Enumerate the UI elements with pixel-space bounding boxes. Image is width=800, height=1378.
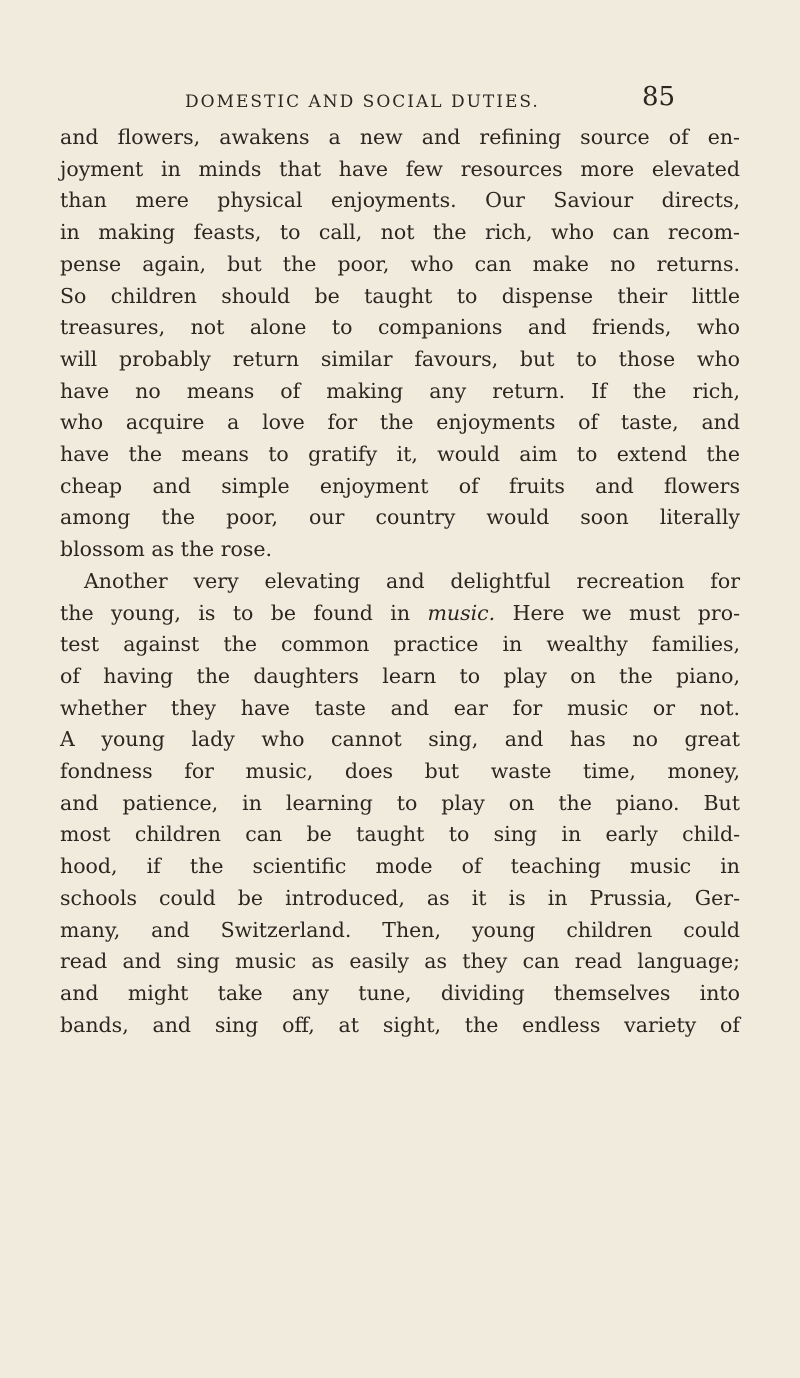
text-line: and flowers, awakens a new and refining source of en- [60,125,740,149]
text-line: joyment in minds that have few resources more elevated [60,156,740,181]
text-line: A young lady who cannot sing, and has no great [60,727,740,752]
text-line: many, and Switzerland. Then, young children could [60,917,740,942]
text-line: blossom as the rose. [60,537,273,562]
text-line: cheap and simple enjoyment of fruits and flowers [60,473,740,498]
text-line: and might take any tune, dividing themselves into [60,980,740,1005]
text-line: hood, if the scientific mode of teaching music in [60,854,740,879]
text-line [60,598,740,630]
emphasis-music: music. [427,600,496,625]
text-line: test against the common practice in wealthy families, [60,632,740,657]
running-head: DOMESTIC AND SOCIAL DUTIES. [185,92,540,112]
paragraph-1 [60,122,740,566]
text-line: have the means to gratify it, would aim to extend the [60,442,740,467]
text-line: have no means of making any return. If the rich, [60,378,740,403]
paragraph-2 [60,566,740,1042]
text-line: whether they have taste and ear for music or not. [60,695,740,720]
text-line: among the poor, our country would soon literally [60,505,740,530]
text-line: bands, and sing off, at sight, the endless variety of [60,1012,740,1037]
text-line: Another very elevating and delightful recreation for [84,568,740,593]
text-line: who acquire a love for the enjoyments of taste, and [60,410,740,435]
text-line: pense again, but the poor, who can make no returns. [60,251,740,276]
page-number: 85 [642,82,676,112]
text-line: treasures, not alone to companions and friends, who [60,315,740,340]
text-line: read and sing music as easily as they can read language; [60,949,740,974]
body-text [60,122,740,1041]
text-line: most children can be taught to sing in early child- [60,822,740,847]
text-segment: Here we must pro- [495,600,740,625]
text-line: of having the daughters learn to play on the piano, [60,663,740,688]
text-line: than mere physical enjoyments. Our Saviour directs, [60,188,740,213]
text-line: So children should be taught to dispense their little [60,283,740,308]
text-line: fondness for music, does but waste time, money, [60,759,740,784]
text-line: schools could be introduced, as it is in Prussia, Ger- [60,885,740,910]
text-line: in making feasts, to call, not the rich, who can recom- [60,220,740,245]
text-line: will probably return similar favours, but to those who [60,346,740,371]
text-line: and patience, in learning to play on the piano. But [60,790,740,815]
text-segment: the young, is to be found in [60,600,428,625]
